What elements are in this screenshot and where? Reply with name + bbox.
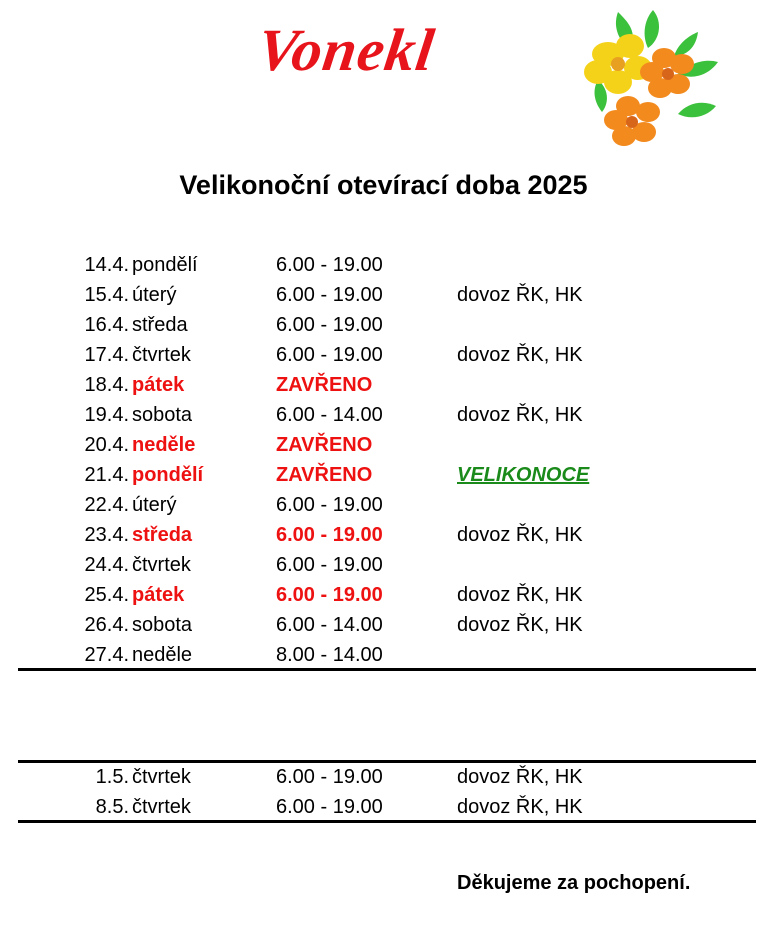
schedule-hours: 6.00 - 19.00 <box>276 254 383 276</box>
schedule-hours: 6.00 - 19.00 <box>276 554 383 576</box>
schedule-day: čtvrtek <box>132 796 191 818</box>
schedule-row <box>0 310 767 340</box>
page-title: Velikonoční otevírací doba 2025 <box>179 170 588 200</box>
schedule-date: 26.4. <box>84 614 129 636</box>
schedule-day: sobota <box>132 614 193 636</box>
schedule-date: 23.4. <box>84 524 129 546</box>
schedule-hours: 6.00 - 14.00 <box>276 404 383 426</box>
divider <box>18 668 756 671</box>
schedule-hours: 6.00 - 19.00 <box>276 314 383 336</box>
schedule-row <box>0 460 767 490</box>
delivery-note: dovoz ŘK, HK <box>457 524 583 546</box>
schedule-row <box>0 520 767 550</box>
delivery-note: dovoz ŘK, HK <box>457 404 583 426</box>
schedule-row <box>0 490 767 520</box>
schedule-date: 1.5. <box>95 766 129 788</box>
schedule-date: 21.4. <box>84 464 129 486</box>
thank-you-note: Děkujeme za pochopení. <box>457 872 691 894</box>
schedule-date: 18.4. <box>84 374 129 396</box>
schedule-day: pátek <box>132 584 185 606</box>
schedule-hours: 6.00 - 19.00 <box>276 524 383 546</box>
schedule-hours: 6.00 - 19.00 <box>276 344 383 366</box>
schedule-day: čtvrtek <box>132 554 191 576</box>
schedule-day: pondělí <box>132 464 204 486</box>
holiday-label: VELIKONOCE <box>457 464 590 486</box>
schedule-hours: 6.00 - 19.00 <box>276 584 383 606</box>
schedule-date: 8.5. <box>95 796 129 818</box>
schedule-day: středa <box>132 314 188 336</box>
delivery-note: dovoz ŘK, HK <box>457 796 583 818</box>
schedule-date: 15.4. <box>84 284 129 306</box>
schedule-day: neděle <box>132 644 193 666</box>
schedule-hours: 8.00 - 14.00 <box>276 644 383 666</box>
schedule-date: 20.4. <box>84 434 129 456</box>
schedule-day: čtvrtek <box>132 344 191 366</box>
schedule-hours: 6.00 - 14.00 <box>276 614 383 636</box>
schedule-date: 24.4. <box>84 554 129 576</box>
schedule-date: 19.4. <box>84 404 129 426</box>
schedule-date: 27.4. <box>84 644 129 666</box>
schedule-date: 17.4. <box>84 344 129 366</box>
brand-name: Vonekl <box>253 17 439 83</box>
schedule-row <box>0 370 767 400</box>
schedule-date: 16.4. <box>84 314 129 336</box>
schedule-row <box>0 640 767 670</box>
schedule-hours: ZAVŘENO <box>276 464 373 486</box>
schedule-day: pátek <box>132 374 185 396</box>
divider <box>18 820 756 823</box>
schedule-day: úterý <box>132 284 177 306</box>
delivery-note: dovoz ŘK, HK <box>457 584 583 606</box>
schedule-hours: 6.00 - 19.00 <box>276 494 383 516</box>
delivery-note: dovoz ŘK, HK <box>457 766 583 788</box>
schedule-row <box>0 610 767 640</box>
flower-bouquet-icon <box>568 2 728 152</box>
schedule-date: 14.4. <box>84 254 129 276</box>
schedule-row <box>0 340 767 370</box>
schedule-day: sobota <box>132 404 193 426</box>
schedule-row <box>0 550 767 580</box>
delivery-note: dovoz ŘK, HK <box>457 614 583 636</box>
schedule-day: středa <box>132 524 193 546</box>
schedule-row <box>0 400 767 430</box>
delivery-note: dovoz ŘK, HK <box>457 344 583 366</box>
schedule-row <box>0 280 767 310</box>
schedule-row <box>0 792 767 822</box>
delivery-note: dovoz ŘK, HK <box>457 284 583 306</box>
schedule-date: 25.4. <box>84 584 129 606</box>
schedule-row <box>0 762 767 792</box>
schedule-date: 22.4. <box>84 494 129 516</box>
schedule-hours: ZAVŘENO <box>276 434 373 456</box>
schedule-day: čtvrtek <box>132 766 191 788</box>
schedule-hours: 6.00 - 19.00 <box>276 766 383 788</box>
schedule-row <box>0 430 767 460</box>
schedule-hours: 6.00 - 19.00 <box>276 284 383 306</box>
schedule-day: pondělí <box>132 254 198 276</box>
schedule-row <box>0 250 767 280</box>
schedule-hours: ZAVŘENO <box>276 374 373 396</box>
schedule-day: neděle <box>132 434 196 456</box>
schedule-hours: 6.00 - 19.00 <box>276 796 383 818</box>
schedule-row <box>0 580 767 610</box>
schedule-day: úterý <box>132 494 177 516</box>
brand-logo <box>250 2 730 152</box>
